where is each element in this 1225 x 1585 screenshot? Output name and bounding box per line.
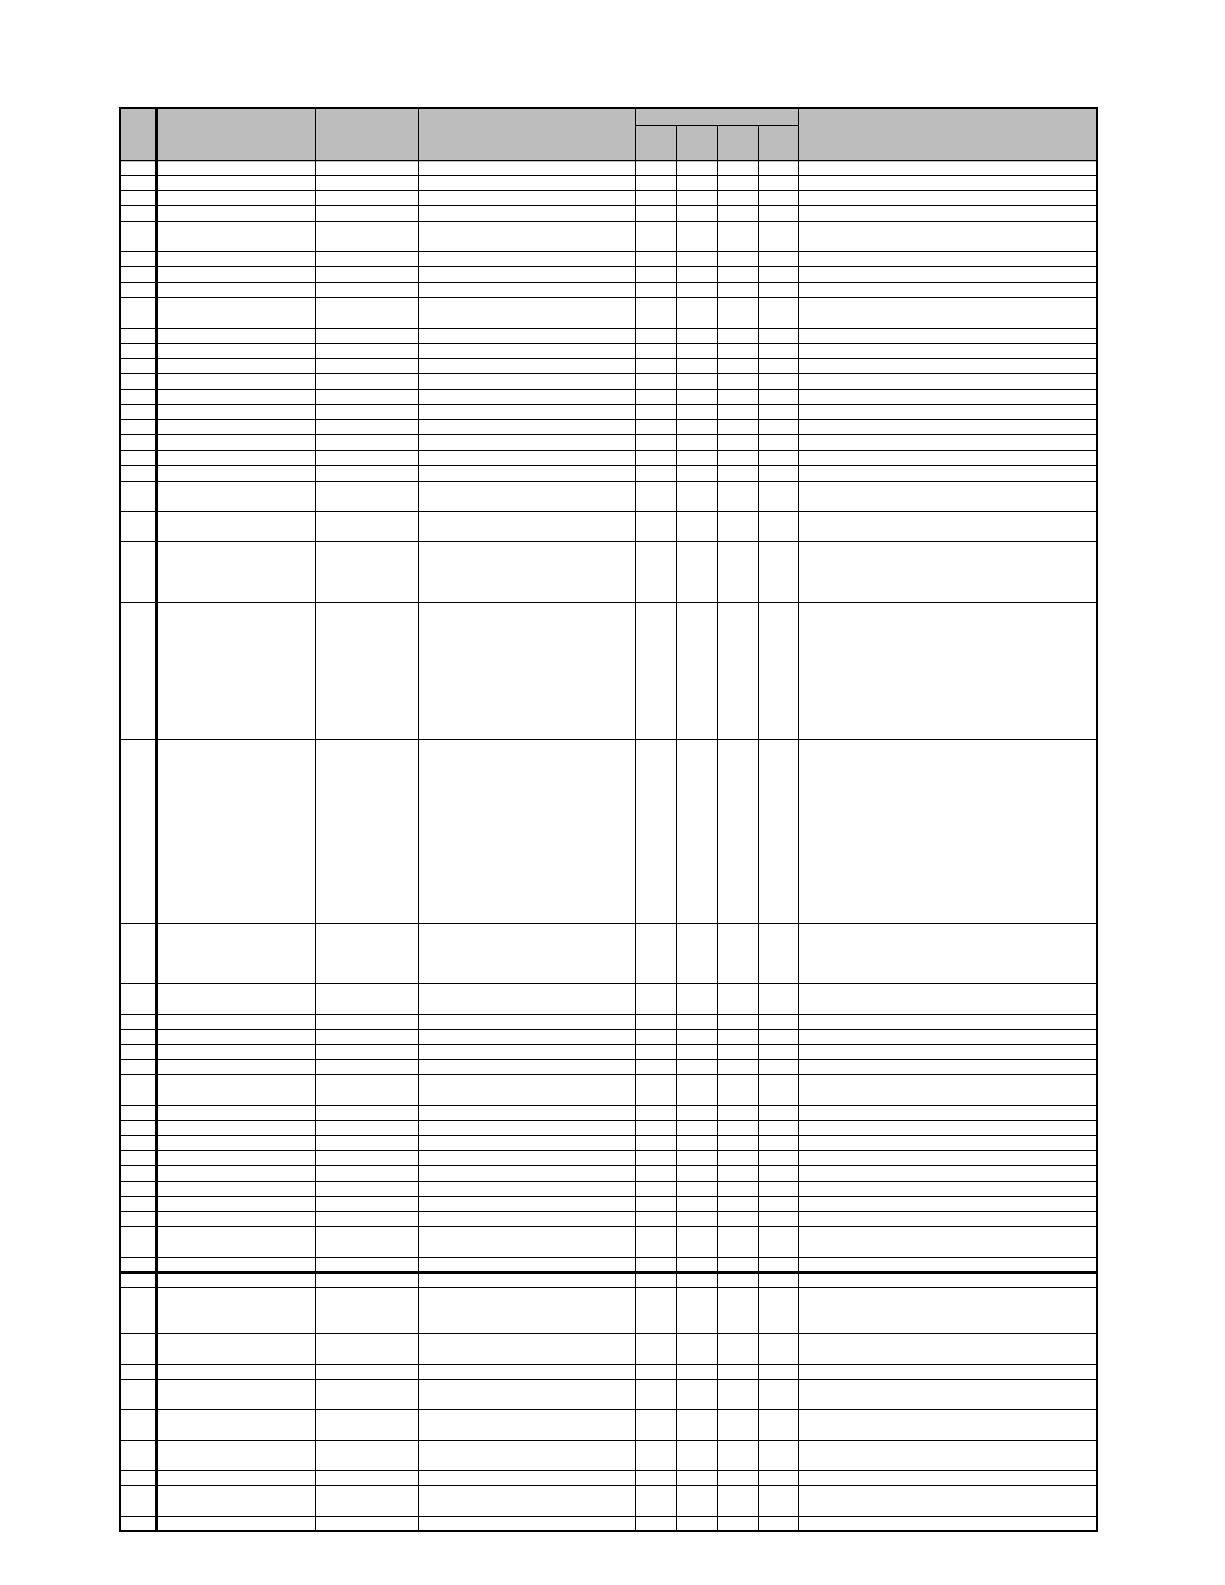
column-divider: [635, 109, 636, 1530]
row-divider: [121, 221, 1096, 222]
row-divider: [121, 434, 1096, 435]
data-table: [119, 107, 1098, 1532]
row-divider: [121, 297, 1096, 298]
table-header: [121, 109, 1096, 162]
row-divider: [121, 923, 1096, 924]
row-divider: [121, 1105, 1096, 1106]
sub-column-divider: [717, 126, 718, 1530]
row-divider: [121, 373, 1096, 374]
row-divider: [121, 282, 1096, 283]
row-divider: [121, 983, 1096, 984]
row-divider: [121, 205, 1096, 206]
row-divider: [121, 1135, 1096, 1136]
group-header-divider: [635, 125, 798, 126]
section-divider: [121, 1271, 1096, 1274]
row-divider: [121, 1257, 1096, 1258]
row-divider: [121, 1379, 1096, 1380]
row-divider: [121, 358, 1096, 359]
row-divider: [121, 190, 1096, 191]
row-divider: [121, 1211, 1096, 1212]
row-divider: [121, 1181, 1096, 1182]
row-divider: [121, 481, 1096, 482]
column-divider: [418, 109, 419, 1530]
row-divider: [121, 1120, 1096, 1121]
row-divider: [121, 1364, 1096, 1365]
row-divider: [121, 450, 1096, 451]
row-divider: [121, 266, 1096, 267]
row-divider: [121, 389, 1096, 390]
row-divider: [121, 1409, 1096, 1410]
row-divider: [121, 511, 1096, 512]
row-divider: [121, 404, 1096, 405]
row-divider: [121, 1074, 1096, 1075]
row-divider: [121, 541, 1096, 542]
row-divider: [121, 251, 1096, 252]
row-divider: [121, 1226, 1096, 1227]
row-divider: [121, 1516, 1096, 1517]
row-divider: [121, 175, 1096, 176]
row-divider: [121, 1485, 1096, 1486]
row-divider: [121, 328, 1096, 329]
row-divider: [121, 1196, 1096, 1197]
row-divider: [121, 1150, 1096, 1151]
row-divider: [121, 1029, 1096, 1030]
row-divider: [121, 1044, 1096, 1045]
row-divider: [121, 1440, 1096, 1441]
row-divider: [121, 160, 1096, 161]
row-divider: [121, 1333, 1096, 1334]
sub-column-divider: [758, 126, 759, 1530]
row-divider: [121, 602, 1096, 603]
row-divider: [121, 343, 1096, 344]
row-divider: [121, 1059, 1096, 1060]
sub-column-divider: [676, 126, 677, 1530]
row-divider: [121, 1165, 1096, 1166]
row-divider: [121, 465, 1096, 466]
row-divider: [121, 739, 1096, 740]
row-divider: [121, 419, 1096, 420]
column-divider: [155, 109, 158, 1530]
column-divider: [315, 109, 316, 1530]
row-divider: [121, 1014, 1096, 1015]
row-divider: [121, 1470, 1096, 1471]
row-divider: [121, 1287, 1096, 1288]
column-divider: [798, 109, 799, 1530]
